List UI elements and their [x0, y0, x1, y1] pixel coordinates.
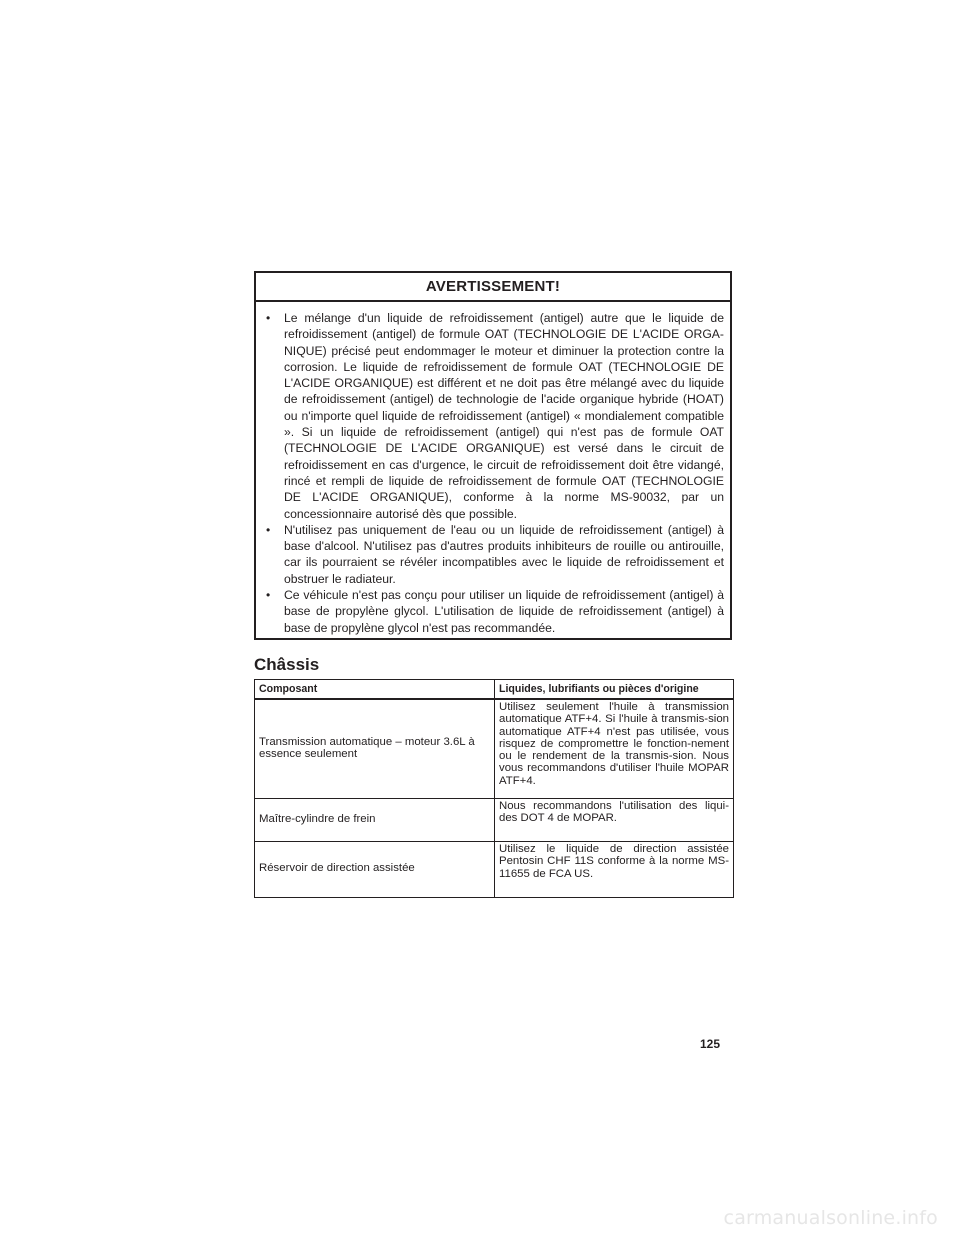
bullet-icon: •: [266, 588, 271, 603]
warning-bullet-text: N'utilisez pas uniquement de l'eau ou un liquide de refroidissement (antigel) à base d'alcool. N'utilisez pas d'autres produits inhibiteurs de rouille ou antirouille, car ils pourraient se révéler incompatibles avec le liquide de refroidissement et obstruer le radiateur.: [284, 522, 724, 586]
component-cell: Transmission automatique – moteur 3.6L à essence seulement: [255, 699, 495, 799]
table-row: [255, 699, 734, 799]
bullet-icon: •: [266, 522, 271, 537]
table-row: [255, 842, 734, 898]
warning-bullet-2: [263, 522, 724, 587]
warning-bullet-3: [263, 587, 724, 636]
fluids-table: [254, 679, 734, 898]
table-header-row: [255, 680, 734, 700]
bullet-icon: •: [266, 311, 271, 325]
column-header-fluid: Liquides, lubrifiants ou pièces d'origine: [495, 680, 734, 700]
warning-list: [256, 302, 730, 636]
page-number: 125: [700, 1037, 721, 1051]
table-row: [255, 799, 734, 842]
component-cell: Maître-cylindre de frein: [255, 799, 495, 842]
section-title: Châssis: [254, 655, 320, 674]
component-cell: Réservoir de direction assistée: [255, 842, 495, 898]
watermark: carmanualsonline.info: [723, 1207, 938, 1229]
warning-bullet-text: Ce véhicule n'est pas conçu pour utiliser un liquide de refroidissement (antigel) à base de propylène glycol. L'utilisation de liquide de refroidissement (antigel) à base de propylène glycol n'est pas recommandée.: [284, 588, 724, 635]
fluid-cell: Nous recommandons l'utilisation des liqui-des DOT 4 de MOPAR.: [495, 799, 734, 842]
warning-title: AVERTISSEMENT!: [256, 273, 730, 302]
fluid-cell: Utilisez seulement l'huile à transmission automatique ATF+4. Si l'huile à transmis-sion automatique ATF+4 n'est pas utilisée, vous risquez de compromettre le fonction-nement ou le rendement de la transmis-sion. Nous vous recommandons d'utiliser l'huile MOPAR ATF+4.: [495, 699, 734, 799]
warning-bullet-text: Le mélange d'un liquide de refroidissement (antigel) autre que le liquide de refroidissement (antigel) de formule OAT (TECHNOLOGIE DE L'ACIDE ORGA-NIQUE) précisé peut endommager le moteur et diminuer la protection contre la corrosion. Le liquide de refroidissement de formule OAT (TECHNOLOGIE DE L'ACIDE ORGANIQUE) est différent et ne doit pas être mélangé avec du liquide de refroidissement (antigel) de technologie de l'acide organique hybride (HOAT) ou n'importe quel liquide de refroidissement (antigel) « mondialement compatible ». Si un liquide de refroidissement (antigel) qui n'est pas de formule OAT (TECHNOLOGIE DE L'ACIDE ORGANIQUE) est versé dans le circuit de refroidissement en cas d'urgence, le circuit de refroidissement doit être vidangé, rincé et rempli de liquide de refroidissement de formule OAT (TECHNOLOGIE DE L'ACIDE ORGANIQUE), conforme à la norme MS-90032, par un concessionnaire autorisé dès que possible.: [284, 311, 724, 521]
warning-bullet-1: [263, 310, 724, 522]
warning-box: [254, 271, 732, 640]
fluid-cell: Utilisez le liquide de direction assistée Pentosin CHF 11S conforme à la norme MS-11655 de FCA US.: [495, 842, 734, 898]
column-header-component: Composant: [255, 680, 495, 700]
